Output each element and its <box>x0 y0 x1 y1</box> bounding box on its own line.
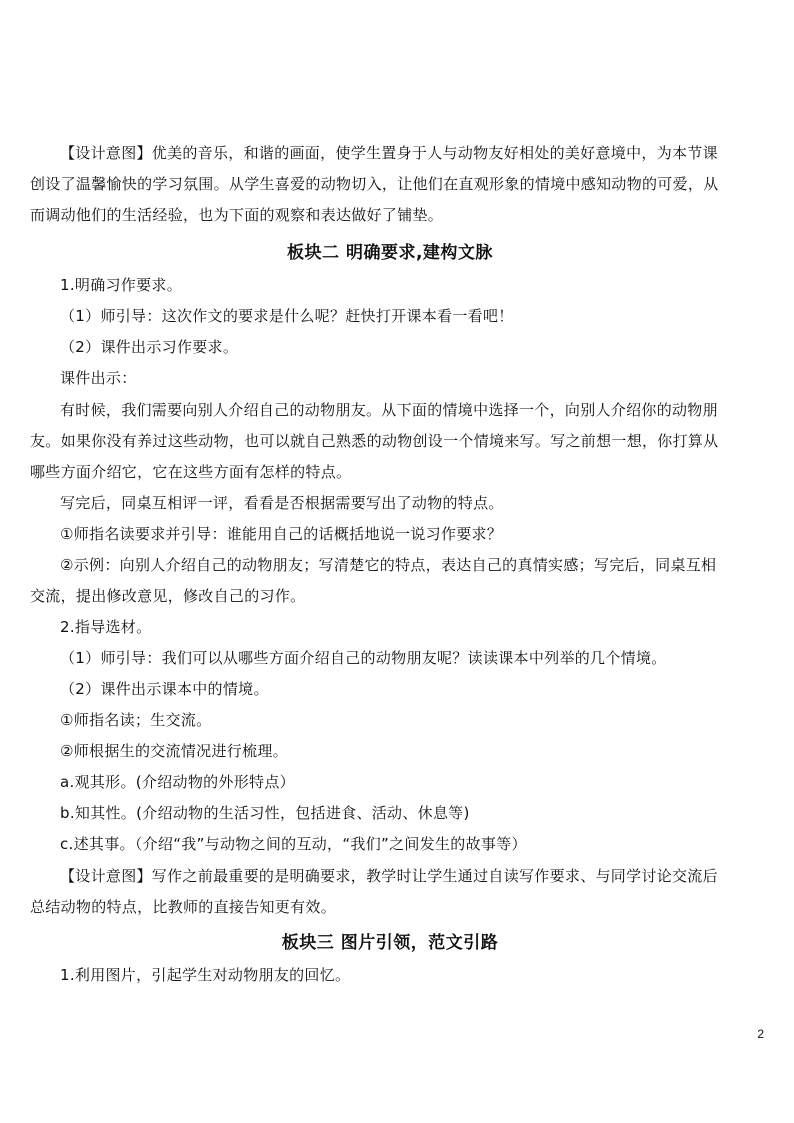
s2-item-1-1: （1）师引导：这次作文的要求是什么呢？赶快打开课本看一看吧！ <box>60 307 514 325</box>
design-intent-1-line-3: 而调动他们的生活经验，也为下面的观察和表达做好了铺垫。 <box>30 206 444 224</box>
design-intent-2-line-1: 【设计意图】写作之前最重要的是明确要求，教学时让学生通过自读写作要求、与同学讨论交流后 <box>60 867 718 885</box>
section-2-heading: 板块二 明确要求,建构文脉 <box>287 243 493 263</box>
s2-item-2-2: （2）课件出示课本中的情境。 <box>60 680 269 698</box>
s2-c2: ②师根据生的交流情况进行梳理。 <box>60 742 288 760</box>
s2-option-a: a.观其形。(介绍动物的外形特点） <box>60 773 295 791</box>
s2-option-c: c.述其事。（介绍“我”与动物之间的互动，“我们”之间发生的故事等） <box>60 835 527 853</box>
section-3-heading: 板块三 图片引领，范文引路 <box>281 933 499 953</box>
page-number: 2 <box>757 1027 764 1041</box>
s2-circle-2-line-1: ②示例：向别人介绍自己的动物朋友；写清楚它的特点，表达自己的真情实感；写完后，同桌互相 <box>60 556 717 574</box>
s2-after-write: 写完后，同桌互相评一评，看看是否根据需要写出了动物的特点。 <box>60 494 504 512</box>
s2-prompt-line-2: 友。如果你没有养过这些动物，也可以就自己熟悉的动物创设一个情境来写。写之前想一想，你打算从 <box>30 432 719 450</box>
s2-item-1: 1.明确习作要求。 <box>60 276 183 294</box>
design-intent-2-line-2: 总结动物的特点，比教师的直接告知更有效。 <box>30 898 337 916</box>
s2-prompt-line-3: 哪些方面介绍它，它在这些方面有怎样的特点。 <box>30 463 352 481</box>
s2-circle-2-line-2: 交流，提出修改意见，修改自己的习作。 <box>30 587 306 605</box>
s2-courseware-label: 课件出示： <box>60 369 137 387</box>
s3-item-1: 1.利用图片，引起学生对动物朋友的回忆。 <box>60 966 351 984</box>
design-intent-1-line-2: 创设了温馨愉快的学习氛围。从学生喜爱的动物切入，让他们在直观形象的情境中感知动物的可爱，从 <box>30 175 719 193</box>
s2-c1: ①师指名读；生交流。 <box>60 711 212 729</box>
s2-item-1-2: （2）课件出示习作要求。 <box>60 338 239 356</box>
s2-item-2: 2.指导选材。 <box>60 618 152 636</box>
s2-prompt-line-1: 有时候，我们需要向别人介绍自己的动物朋友。从下面的情境中选择一个，向别人介绍你的动物朋 <box>60 401 718 419</box>
design-intent-1-line-1: 【设计意图】优美的音乐，和谐的画面，使学生置身于人与动物友好相处的美好意境中，为本节课 <box>60 144 718 162</box>
s2-circle-1: ①师指名读要求并引导：谁能用自己的话概括地说一说习作要求？ <box>60 525 503 543</box>
s2-option-b: b.知其性。(介绍动物的生活习性，包括进食、活动、休息等) <box>60 804 470 822</box>
s2-item-2-1: （1）师引导：我们可以从哪些方面介绍自己的动物朋友呢？读读课本中列举的几个情境。 <box>60 649 667 667</box>
